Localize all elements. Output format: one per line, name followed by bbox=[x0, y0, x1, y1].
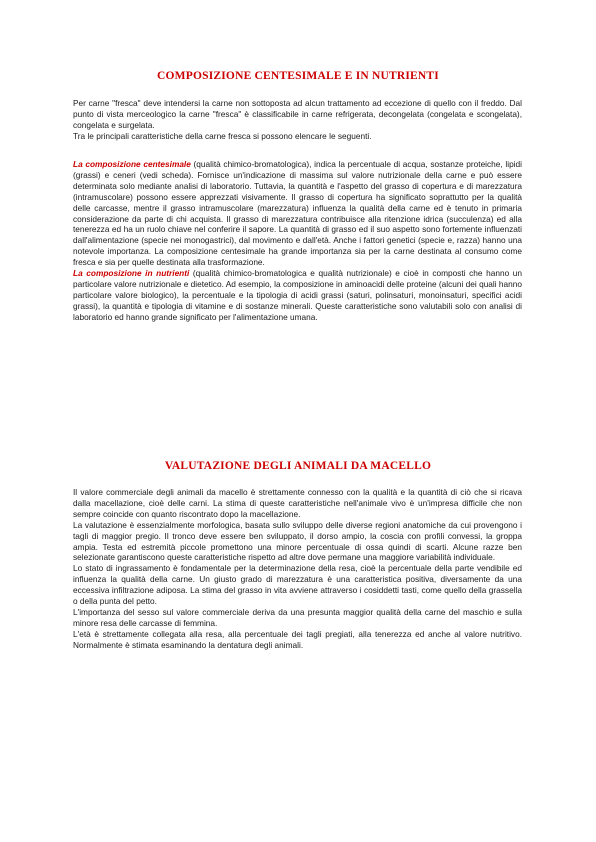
paragraph-composizione-nutrienti bbox=[73, 268, 522, 323]
paragraph-valutazione-morfologica: La valutazione è essenzialmente morfologica, basata sullo sviluppo delle diverse regioni anatomiche da cui provengono i tagli di maggior pregio. Il tronco deve essere ben sviluppato, il dorso ampio, la coscia con profili convessi, la groppa ampia. Testa ed estremità piccole promettono una minore percentuale di ossa quindi di scarti. Alcune razze ben selezionate garantiscono queste caratteristiche rispetto ad altre dove permane una maggiore variabilità individuale. bbox=[73, 519, 522, 563]
section-title-composizione: COMPOSIZIONE CENTESIMALE E IN NUTRIENTI bbox=[157, 70, 439, 82]
term-composizione-centesimale: La composizione centesimale bbox=[73, 159, 191, 169]
section-title-valutazione: VALUTAZIONE DEGLI ANIMALI DA MACELLO bbox=[164, 460, 432, 472]
text-composizione-centesimale: (qualità chimico-bromatologica), indica la percentuale di acqua, sostanze proteiche, lipidi (grassi) e ceneri (vedi scheda). Fornisce un'indicazione di massima sul valore nutrizionale della carne e può essere determinata solo mediante analisi di laboratorio. Tuttavia, la quantità e l'aspetto del grasso di copertura e di marezzatura (intramuscolare) possono essere apprezzati visivamente. Il grasso di copertura ha significato soprattutto per la qualità delle carcasse, mentre il grasso intramuscolare (marezzatura) influenza la qualità della carne ed è tenuto in primaria considerazione da parte di chi acquista. Il grasso di marezzatura contribuisce alla ritenzione idrica (succulenza) ed alla tenerezza ed ha un ruolo chiave nel conferire il sapore. La quantità di grasso ed il suo aspetto sono fortemente influenzati dall'alimentazione (specie nei monogastrici), dal movimento e dall'età. Anche i fattori genetici (specie e, razza) hanno una notevole importanza. La composizione centesimale ha grande importanza sia per la carne destinata al consumo come fresca e sia per quelle destinata alla trasformazione. bbox=[73, 159, 522, 268]
evaluation-block bbox=[73, 487, 522, 651]
intro-paragraph-2: Tra le principali caratteristiche della carne fresca si possono elencare le seguenti. bbox=[73, 130, 372, 141]
paragraph-valore-commerciale: Il valore commerciale degli animali da macello è strettamente connesso con la qualità e la quantità di ciò che si ricava dalla macellazione, cioè delle carni. La stima di queste caratteristiche nell'animale vivo è un'impresa difficile che non sempre coincide con quanto riscontrato dopo la macellazione. bbox=[73, 487, 522, 519]
paragraph-eta: L'età è strettamente collegata alla resa, alla percentuale dei tagli pregiati, alla tenerezza ed anche al valore nutritivo. Normalmente è stimata esaminando la dentatura degli animali. bbox=[73, 628, 522, 650]
term-composizione-nutrienti: La composizione in nutrienti bbox=[73, 268, 190, 279]
composition-block bbox=[73, 159, 522, 323]
paragraph-composizione-centesimale bbox=[73, 159, 522, 268]
intro-paragraph: Per carne "fresca" deve intendersi la carne non sottoposta ad alcun trattamento ad eccezione di quello con il freddo. Dal punto di vista merceologico la carne "fresca" è classificabile in carne refrigerata, decongelata (congelata e scongelata), congelata e surgelata. bbox=[73, 98, 522, 130]
paragraph-stato-ingrassamento: Lo stato di ingrassamento è fondamentale per la determinazione della resa, cioè la percentuale della parte vendibile ed influenza la qualità della carne. Un giusto grado di marezzatura è una caratteristica positiva, diversamente da una eccessiva infiltrazione adiposa. La stima del grasso in vita avviene attraverso i cosiddetti tasti, come quello della grassella o della punta del petto. bbox=[73, 563, 522, 607]
text-composizione-nutrienti: (qualità chimico-bromatologica e qualità nutrizionale) e cioè in composti che hanno un particolare valore nutrizionale e dietetico. Ad esempio, la composizione in aminoacidi delle proteine (alcuni dei quali hanno particolare valore biologico), la percentuale e la tipologia di acidi grassi (saturi, polinsaturi, monoinsaturi, specifici acidi grassi), la quantità e tipologia di vitamine e di sostanze minerali. Queste caratteristiche sono valutabili solo con analisi di laboratorio ed hanno grande significato per l'alimentazione umana. bbox=[73, 268, 522, 322]
intro-block bbox=[73, 98, 522, 142]
paragraph-sesso: L'importanza del sesso sul valore commerciale deriva da una presunta maggior qualità della carne del maschio e sulla minore resa delle carcasse di femmina. bbox=[73, 606, 522, 628]
